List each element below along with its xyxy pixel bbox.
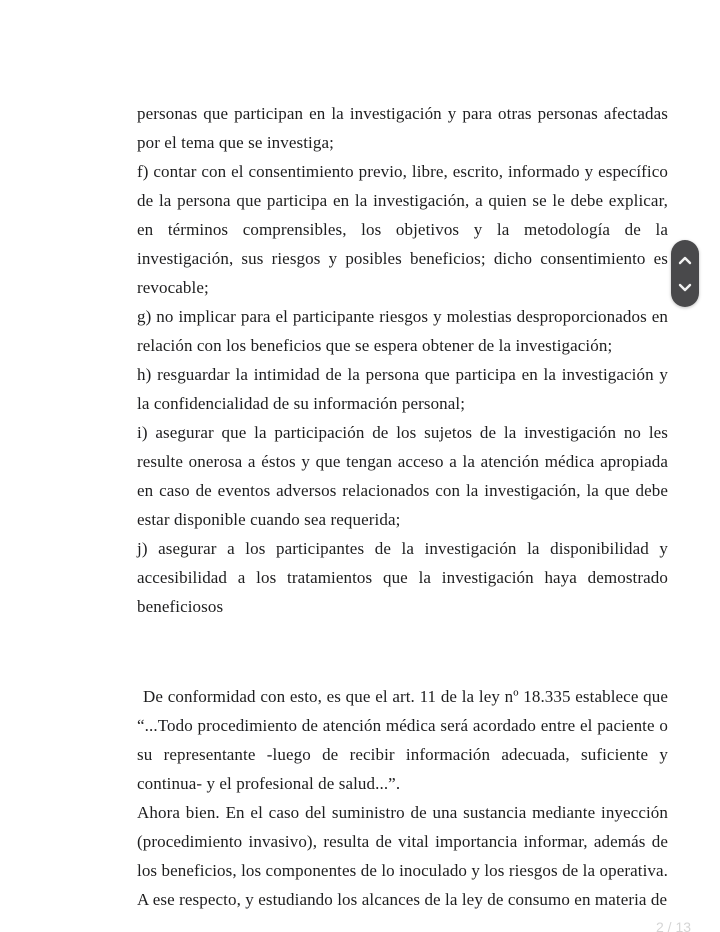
scroll-up-button[interactable] — [675, 251, 695, 269]
paragraph: De conformidad con esto, es que el art. 11 de la ley nº 18.335 establece que “...Todo procedimiento de atención médica será acordado entre el paciente o su representante -luego de recibir información adecuada, suficiente y continua- y el profesional de salud...”. — [137, 687, 668, 793]
paragraph: g) no implicar para el participante riesgos y molestias desproporcionados en relación con los beneficios que se espera obtener de la investigación; — [137, 307, 668, 355]
paragraph: j) asegurar a los participantes de la investigación la disponibilidad y accesibilidad a los tratamientos que la investigación haya demostrado beneficiosos — [137, 539, 668, 616]
paragraph: f) contar con el consentimiento previo, libre, escrito, informado y específico de la persona que participa en la investigación, a quien se le debe explicar, en términos comprensibles, los objetivos y la metodología de la investigación, sus riesgos y posibles beneficios; dicho consentimiento es revocable; — [137, 162, 668, 297]
paragraph: h) resguardar la intimidad de la persona que participa en la investigación y la confidencialidad de su información personal; — [137, 365, 668, 413]
scroll-down-button[interactable] — [675, 278, 695, 296]
scroll-widget[interactable] — [671, 240, 699, 307]
paragraph: personas que participan en la investigación y para otras personas afectadas por el tema que se investiga; — [137, 104, 668, 152]
chevron-up-icon — [678, 256, 692, 265]
page-indicator: 2 / 13 — [656, 919, 692, 932]
paragraph: Ahora bien. En el caso del suministro de una sustancia mediante inyección (procedimiento invasivo), resulta de vital importancia informar, además de los beneficios, los componentes de lo inoculado y los riesgos de la operativa. A ese respecto, y estudiando los alcances de la ley de consumo en materia de — [137, 803, 668, 909]
chevron-down-icon — [678, 283, 692, 292]
paragraph: i) asegurar que la participación de los sujetos de la investigación no les resulte onerosa a éstos y que tengan acceso a la atención médica apropiada en caso de eventos adversos relacionados con la investigación, la que debe estar disponible cuando sea requerida; — [137, 423, 668, 529]
